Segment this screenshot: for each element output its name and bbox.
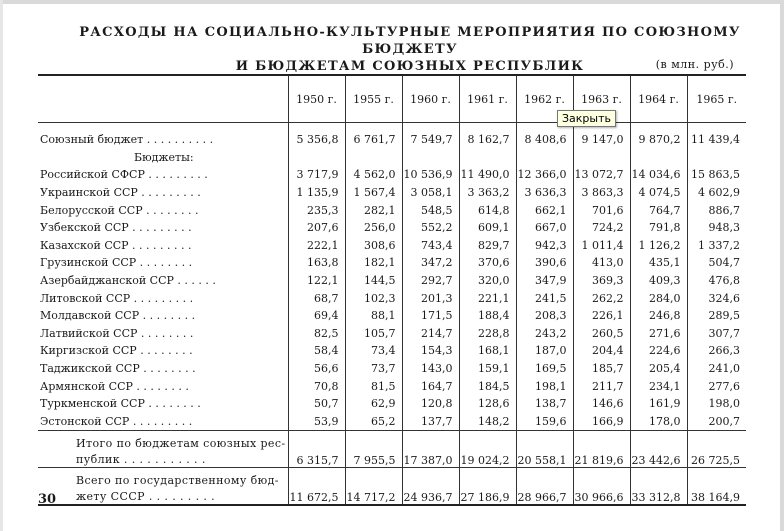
- cell-value: 222,1: [288, 237, 345, 255]
- header-row: [38, 75, 746, 123]
- cell-value: 9 870,2: [630, 131, 687, 149]
- republic-row: [38, 360, 746, 378]
- cell-value: 292,7: [402, 272, 459, 290]
- cell-value: 7 955,5: [345, 451, 402, 468]
- page-edge-top: [0, 0, 784, 4]
- total-state-row-2: [38, 488, 746, 505]
- header-year: 1950 г.: [288, 75, 345, 123]
- cell-value: 1 011,4: [573, 237, 630, 255]
- cell-value: 5 356,8: [288, 131, 345, 149]
- cell-value: 266,3: [687, 342, 746, 360]
- cell-value: 24 936,7: [402, 488, 459, 505]
- cell-value: 28 966,7: [516, 488, 573, 505]
- cell-value: 148,2: [459, 413, 516, 431]
- cell-value: 10 536,9: [402, 166, 459, 184]
- cell-value: 178,0: [630, 413, 687, 431]
- republic-row: [38, 254, 746, 272]
- header-year: 1960 г.: [402, 75, 459, 123]
- cell-value: 3 058,1: [402, 184, 459, 202]
- row-label: Грузинской ССР . . . . . . . .: [40, 256, 193, 270]
- cell-value: 234,1: [630, 377, 687, 395]
- cell-value: 120,8: [402, 395, 459, 413]
- cell-value: 122,1: [288, 272, 345, 290]
- cell-value: 1 337,2: [687, 237, 746, 255]
- cell-value: 163,8: [288, 254, 345, 272]
- cell-value: 26 725,5: [687, 451, 746, 468]
- cell-value: 413,0: [573, 254, 630, 272]
- cell-value: 23 442,6: [630, 451, 687, 468]
- cell-value: 81,5: [345, 377, 402, 395]
- cell-value: 6 761,7: [345, 131, 402, 149]
- republic-row: [38, 272, 746, 290]
- cell-value: 201,3: [402, 289, 459, 307]
- republic-row: [38, 307, 746, 325]
- cell-value: 161,9: [630, 395, 687, 413]
- cell-value: 224,6: [630, 342, 687, 360]
- title-line-1: РАСХОДЫ НА СОЦИАЛЬНО-КУЛЬТУРНЫЕ МЕРОПРИЯТИЯ ПО СОЮЗНОМУ БЮДЖЕТУ: [79, 25, 741, 57]
- total-republics-row-1: [38, 431, 746, 452]
- row-label: Российской СФСР . . . . . . . . .: [40, 168, 208, 182]
- close-tooltip: Закрыть: [557, 110, 616, 127]
- cell-value: 476,8: [687, 272, 746, 290]
- union-budget-row: [38, 131, 746, 149]
- cell-value: 289,5: [687, 307, 746, 325]
- cell-value: 4 074,5: [630, 184, 687, 202]
- row-label: Латвийской ССР . . . . . . . .: [40, 326, 194, 340]
- cell-value: 260,5: [573, 325, 630, 343]
- cell-value: 284,0: [630, 289, 687, 307]
- cell-value: 791,8: [630, 219, 687, 237]
- cell-value: 143,0: [402, 360, 459, 378]
- cell-value: [402, 431, 459, 452]
- cell-value: 146,6: [573, 395, 630, 413]
- cell-value: 3 717,9: [288, 166, 345, 184]
- cell-value: 214,7: [402, 325, 459, 343]
- cell-value: 30 966,6: [573, 488, 630, 505]
- cell-value: 662,1: [516, 201, 573, 219]
- cell-value: 207,6: [288, 219, 345, 237]
- cell-value: 320,0: [459, 272, 516, 290]
- header-year: 1964 г.: [630, 75, 687, 123]
- cell-value: 171,5: [402, 307, 459, 325]
- republic-row: [38, 289, 746, 307]
- cell-value: 13 072,7: [573, 166, 630, 184]
- republic-row: [38, 325, 746, 343]
- cell-value: 19 024,2: [459, 451, 516, 468]
- cell-value: 21 819,6: [573, 451, 630, 468]
- cell-value: 614,8: [459, 201, 516, 219]
- cell-value: 128,6: [459, 395, 516, 413]
- cell-value: 17 387,0: [402, 451, 459, 468]
- cell-value: 886,7: [687, 201, 746, 219]
- cell-value: 724,2: [573, 219, 630, 237]
- cell-value: 6 315,7: [288, 451, 345, 468]
- cell-value: 105,7: [345, 325, 402, 343]
- cell-value: 369,3: [573, 272, 630, 290]
- cell-value: 228,8: [459, 325, 516, 343]
- row-label: Армянской ССР . . . . . . . .: [40, 379, 189, 393]
- cell-value: 73,4: [345, 342, 402, 360]
- cell-value: 609,1: [459, 219, 516, 237]
- page-number: 30: [38, 492, 57, 507]
- cell-value: 198,1: [516, 377, 573, 395]
- cell-value: [459, 468, 516, 489]
- cell-value: 154,3: [402, 342, 459, 360]
- spacer-row: [38, 123, 746, 132]
- cell-value: 552,2: [402, 219, 459, 237]
- header-year: 1961 г.: [459, 75, 516, 123]
- total-republics-row-2: [38, 451, 746, 468]
- cell-value: 62,9: [345, 395, 402, 413]
- cell-value: [516, 431, 573, 452]
- cell-value: 70,8: [288, 377, 345, 395]
- row-label: Всего по государственному бюд-: [38, 468, 288, 489]
- cell-value: 208,3: [516, 307, 573, 325]
- cell-value: 50,7: [288, 395, 345, 413]
- cell-value: [402, 468, 459, 489]
- cell-value: 11 672,5: [288, 488, 345, 505]
- header-year: 1963 г.: [573, 75, 630, 123]
- cell-value: 370,6: [459, 254, 516, 272]
- cell-value: 15 863,5: [687, 166, 746, 184]
- cell-value: [288, 431, 345, 452]
- republic-row: [38, 166, 746, 184]
- cell-value: 11 439,4: [687, 131, 746, 149]
- cell-value: 667,0: [516, 219, 573, 237]
- cell-value: 764,7: [630, 201, 687, 219]
- cell-value: 198,0: [687, 395, 746, 413]
- cell-value: 159,6: [516, 413, 573, 431]
- cell-value: 11 490,0: [459, 166, 516, 184]
- cell-value: 948,3: [687, 219, 746, 237]
- row-label: Союзный бюджет . . . . . . . . . .: [40, 133, 214, 147]
- cell-value: [573, 431, 630, 452]
- cell-value: 241,5: [516, 289, 573, 307]
- cell-value: [516, 468, 573, 489]
- header-year: 1965 г.: [687, 75, 746, 123]
- cell-value: 14 717,2: [345, 488, 402, 505]
- cell-value: 88,1: [345, 307, 402, 325]
- cell-value: 390,6: [516, 254, 573, 272]
- title-line-2: И БЮДЖЕТАМ СОЮЗНЫХ РЕСПУБЛИК: [235, 59, 585, 74]
- cell-value: 205,4: [630, 360, 687, 378]
- header-year: 1962 г.: [516, 75, 573, 123]
- cell-value: 1 126,2: [630, 237, 687, 255]
- republic-row: [38, 219, 746, 237]
- row-label: Туркменской ССР . . . . . . . .: [40, 397, 201, 411]
- cell-value: 409,3: [630, 272, 687, 290]
- cell-value: 184,5: [459, 377, 516, 395]
- header-year: 1955 г.: [345, 75, 402, 123]
- cell-value: 102,3: [345, 289, 402, 307]
- cell-value: 246,8: [630, 307, 687, 325]
- cell-value: 14 034,6: [630, 166, 687, 184]
- cell-value: 942,3: [516, 237, 573, 255]
- cell-value: 829,7: [459, 237, 516, 255]
- cell-value: [630, 468, 687, 489]
- cell-value: 548,5: [402, 201, 459, 219]
- cell-value: [573, 468, 630, 489]
- cell-value: 58,4: [288, 342, 345, 360]
- cell-value: 3 363,2: [459, 184, 516, 202]
- cell-value: 12 366,0: [516, 166, 573, 184]
- subheading-row: [38, 149, 746, 167]
- cell-value: 188,4: [459, 307, 516, 325]
- cell-value: 308,6: [345, 237, 402, 255]
- republic-row: [38, 342, 746, 360]
- cell-value: [687, 468, 746, 489]
- cell-value: 27 186,9: [459, 488, 516, 505]
- cell-value: 20 558,1: [516, 451, 573, 468]
- cell-value: 226,1: [573, 307, 630, 325]
- cell-value: 137,7: [402, 413, 459, 431]
- cell-value: 241,0: [687, 360, 746, 378]
- row-label: публик . . . . . . . . . . .: [76, 452, 206, 466]
- cell-value: [687, 431, 746, 452]
- cell-value: 204,4: [573, 342, 630, 360]
- cell-value: 307,7: [687, 325, 746, 343]
- row-label: Итого по бюджетам союзных рес-: [38, 431, 288, 452]
- cell-value: [288, 468, 345, 489]
- cell-value: [459, 431, 516, 452]
- republic-row: [38, 184, 746, 202]
- row-label: Литовской ССР . . . . . . . . .: [40, 291, 194, 305]
- cell-value: 277,6: [687, 377, 746, 395]
- page-edge-right: [780, 0, 784, 531]
- cell-value: 8 162,7: [459, 131, 516, 149]
- cell-value: 166,9: [573, 413, 630, 431]
- republic-row: [38, 237, 746, 255]
- cell-value: 1 135,9: [288, 184, 345, 202]
- cell-value: 4 562,0: [345, 166, 402, 184]
- cell-value: 68,7: [288, 289, 345, 307]
- cell-value: 324,6: [687, 289, 746, 307]
- cell-value: 169,5: [516, 360, 573, 378]
- cell-value: 200,7: [687, 413, 746, 431]
- cell-value: 182,1: [345, 254, 402, 272]
- row-label: Молдавской ССР . . . . . . . .: [40, 309, 196, 323]
- cell-value: 3 636,3: [516, 184, 573, 202]
- cell-value: 65,2: [345, 413, 402, 431]
- cell-value: 38 164,9: [687, 488, 746, 505]
- cell-value: 282,1: [345, 201, 402, 219]
- cell-value: 168,1: [459, 342, 516, 360]
- republic-row: [38, 201, 746, 219]
- cell-value: 185,7: [573, 360, 630, 378]
- cell-value: 221,1: [459, 289, 516, 307]
- cell-value: 8 408,6: [516, 131, 573, 149]
- cell-value: 9 147,0: [573, 131, 630, 149]
- cell-value: 743,4: [402, 237, 459, 255]
- row-label: Украинской ССР . . . . . . . . .: [40, 186, 201, 200]
- row-label: Эстонской ССР . . . . . . . . .: [40, 414, 193, 428]
- cell-value: 1 567,4: [345, 184, 402, 202]
- cell-value: 347,9: [516, 272, 573, 290]
- cell-value: [345, 431, 402, 452]
- cell-value: 33 312,8: [630, 488, 687, 505]
- row-label: Узбекской ССР . . . . . . . . .: [40, 221, 192, 235]
- header-stub: [38, 75, 288, 123]
- row-label: Таджикской ССР . . . . . . . .: [40, 362, 196, 376]
- cell-value: 262,2: [573, 289, 630, 307]
- row-label: жету СССР . . . . . . . . .: [38, 488, 288, 505]
- page-edge-left: [0, 0, 3, 531]
- republic-row: [38, 413, 746, 431]
- row-label: Белорусской ССР . . . . . . . .: [40, 203, 199, 217]
- total-state-row-1: [38, 468, 746, 489]
- cell-value: 159,1: [459, 360, 516, 378]
- cell-value: 187,0: [516, 342, 573, 360]
- cell-value: 435,1: [630, 254, 687, 272]
- subheading: Бюджеты:: [134, 150, 194, 164]
- cell-value: 271,6: [630, 325, 687, 343]
- cell-value: 256,0: [345, 219, 402, 237]
- cell-value: 3 863,3: [573, 184, 630, 202]
- cell-value: 69,4: [288, 307, 345, 325]
- cell-value: 144,5: [345, 272, 402, 290]
- row-label: Азербайджанской ССР . . . . . .: [40, 274, 216, 288]
- cell-value: 504,7: [687, 254, 746, 272]
- unit-note: (в млн. руб.): [655, 58, 734, 71]
- cell-value: 701,6: [573, 201, 630, 219]
- row-label: Киргизской ССР . . . . . . . .: [40, 344, 193, 358]
- cell-value: 347,2: [402, 254, 459, 272]
- cell-value: [345, 468, 402, 489]
- cell-value: 235,3: [288, 201, 345, 219]
- cell-value: [630, 431, 687, 452]
- cell-value: 211,7: [573, 377, 630, 395]
- cell-value: 4 602,9: [687, 184, 746, 202]
- cell-value: 56,6: [288, 360, 345, 378]
- cell-value: 7 549,7: [402, 131, 459, 149]
- row-label: Казахской ССР . . . . . . . . .: [40, 238, 192, 252]
- cell-value: 53,9: [288, 413, 345, 431]
- republic-row: [38, 395, 746, 413]
- budget-table: [38, 74, 746, 506]
- cell-value: 138,7: [516, 395, 573, 413]
- republic-row: [38, 377, 746, 395]
- cell-value: 164,7: [402, 377, 459, 395]
- cell-value: 82,5: [288, 325, 345, 343]
- cell-value: 73,7: [345, 360, 402, 378]
- cell-value: 243,2: [516, 325, 573, 343]
